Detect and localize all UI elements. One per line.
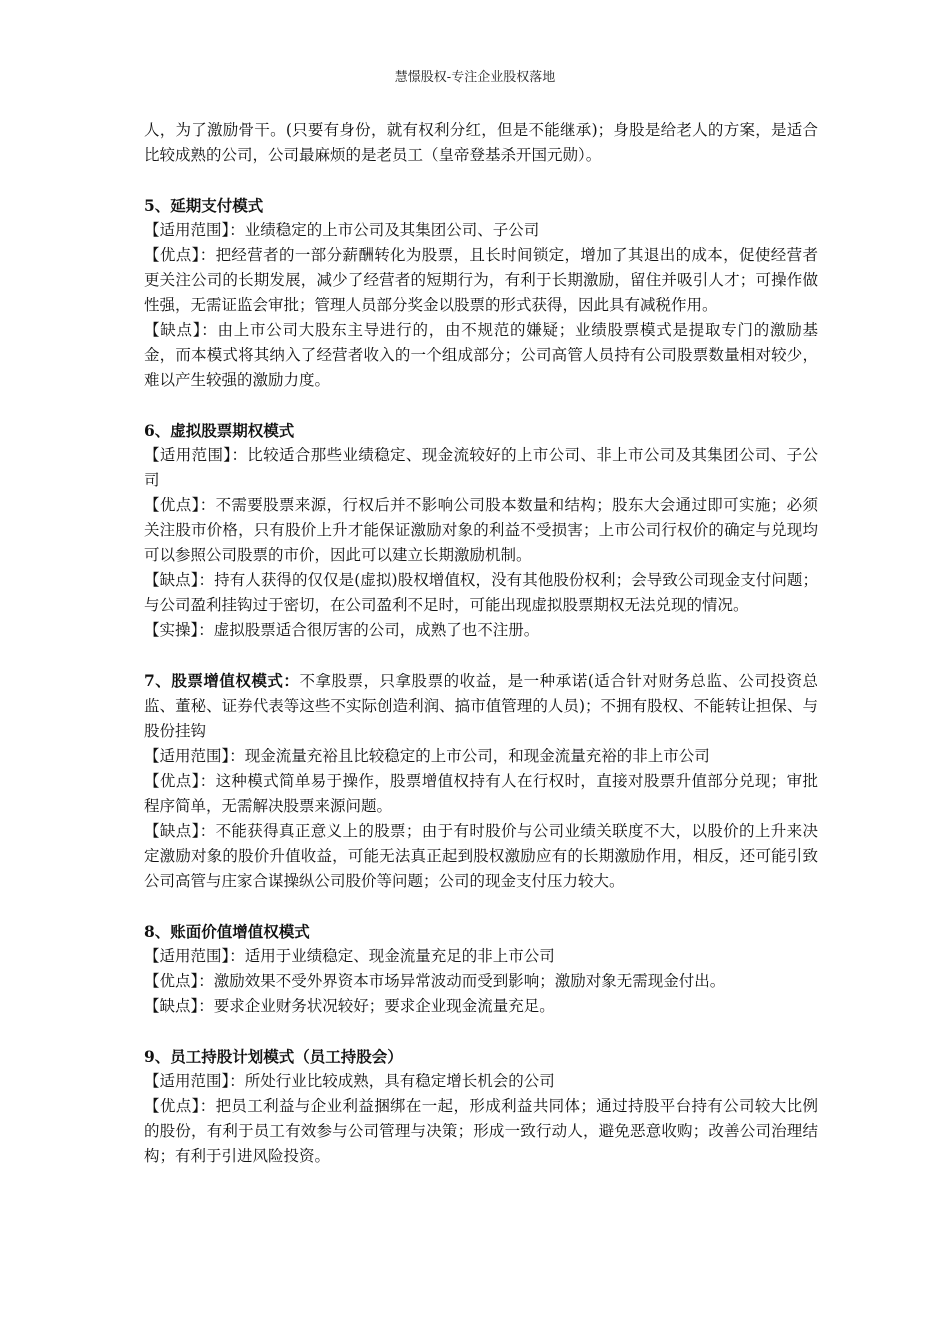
section-7-intro <box>144 668 818 744</box>
pros-text: ：激励效果不受外界资本市场异常波动而受到影响；激励对象无需现金付出。 <box>198 972 726 990</box>
section-5-scope <box>144 218 818 243</box>
section-7-intro-text: 不拿股票，只拿股票的收益，是一种承诺(适合针对财务总监、公司投资总监、董秘、证券代表等这些不实际创造利润、搞市值管理的人员)；不拥有股权、不能转让担保、与股份挂钩 <box>144 672 818 740</box>
section-7-cons <box>144 819 818 894</box>
pros-label: 【优点】 <box>144 772 200 790</box>
cons-text: ：要求企业财务状况较好；要求企业现金流量充足。 <box>198 997 555 1015</box>
pros-label: 【优点】 <box>144 496 200 514</box>
scope-label: 【适用范围】 <box>144 1072 230 1090</box>
scope-text: ：适用于业绩稳定、现金流量充足的非上市公司 <box>229 947 555 965</box>
cons-label: 【缺点】 <box>144 997 199 1015</box>
cons-label: 【缺点】 <box>144 321 202 339</box>
section-6-practice <box>144 618 818 643</box>
scope-label: 【适用范围】 <box>144 747 230 765</box>
section-8-title: 8、账面价值增值权模式 <box>144 922 310 941</box>
pros-label: 【优点】 <box>144 972 199 990</box>
practice-label: 【实操】 <box>144 621 199 639</box>
practice-text: ：虚拟股票适合很厉害的公司，成熟了也不注册。 <box>198 621 540 639</box>
pros-text: ：把经营者的一部分薪酬转化为股票，且长时间锁定，增加了其退出的成本，促使经营者更关注公司的长期发展，减少了经营者的短期行为，有利于长期激励，留住并吸引人才；可操作做性强，无需证监会审批；管理人员部分奖金以股票的形式获得，因此具有减税作用。 <box>144 246 818 314</box>
cons-text: ：不能获得真正意义上的股票；由于有时股价与公司业绩关联度不大，以股价的上升来决定激励对象的股价升值收益，可能无法真正起到股权激励应有的长期激励作用，相反，还可能引致公司高管与庄家合谋操纵公司股价等问题；公司的现金支付压力较大。 <box>144 822 818 890</box>
scope-label: 【适用范围】 <box>144 221 230 239</box>
section-7-title: 7、股票增值权模式： <box>144 671 300 690</box>
scope-text: ：业绩稳定的上市公司及其集团公司、子公司 <box>229 221 540 239</box>
cons-label: 【缺点】 <box>144 822 200 840</box>
pros-text: ：这种模式简单易于操作，股票增值权持有人在行权时，直接对股票升值部分兑现；审批程序简单，无需解决股票来源问题。 <box>144 772 818 815</box>
section-6-cons <box>144 568 818 618</box>
section-8-cons <box>144 994 818 1019</box>
document-body <box>144 118 818 1169</box>
page-header: 慧憬股权-专注企业股权落地 <box>394 70 556 85</box>
section-7-pros <box>144 769 818 819</box>
section-9-pros <box>144 1094 818 1169</box>
section-9-scope <box>144 1069 818 1094</box>
section-8-scope <box>144 944 818 969</box>
cons-text: ：由上市公司大股东主导进行的，由不规范的嫌疑；业绩股票模式是提取专门的激励基金，而本模式将其纳入了经营者收入的一个组成部分；公司高管人员持有公司股票数量相对较少，难以产生较强的激励力度。 <box>144 321 818 389</box>
section-6-pros <box>144 493 818 568</box>
scope-text: ：所处行业比较成熟，具有稳定增长机会的公司 <box>229 1072 555 1090</box>
scope-label: 【适用范围】 <box>144 446 232 464</box>
section-8-pros <box>144 969 818 994</box>
scope-text: ：现金流量充裕且比较稳定的上市公司，和现金流量充裕的非上市公司 <box>229 747 710 765</box>
section-6-title: 6、虚拟股票期权模式 <box>144 421 295 440</box>
section-5-pros <box>144 243 818 318</box>
cons-label: 【缺点】 <box>144 571 199 589</box>
section-5-title: 5、延期支付模式 <box>144 196 264 215</box>
section-5-cons <box>144 318 818 393</box>
scope-label: 【适用范围】 <box>144 947 230 965</box>
section-7-scope <box>144 744 818 769</box>
section-9-title: 9、员工持股计划模式（员工持股会） <box>144 1047 403 1066</box>
pros-text: ：不需要股票来源，行权后并不影响公司股本数量和结构；股东大会通过即可实施；必须关注股市价格，只有股价上升才能保证激励对象的利益不受损害；上市公司行权价的确定与兑现均可以参照公司股票的市价，因此可以建立长期激励机制。 <box>144 496 818 564</box>
section-6-scope <box>144 443 818 493</box>
pros-text: ：把员工利益与企业利益捆绑在一起，形成利益共同体；通过持股平台持有公司较大比例的股份，有利于员工有效参与公司管理与决策；形成一致行动人，避免恶意收购；改善公司治理结构；有利于引进风险投资。 <box>144 1097 818 1165</box>
pros-label: 【优点】 <box>144 246 200 264</box>
pros-label: 【优点】 <box>144 1097 200 1115</box>
intro-paragraph: 人，为了激励骨干。(只要有身份，就有权利分红，但是不能继承)；身股是给老人的方案，是适合比较成熟的公司，公司最麻烦的是老员工（皇帝登基杀开国元勋）。 <box>144 121 818 164</box>
scope-text: ：比较适合那些业绩稳定、现金流较好的上市公司、非上市公司及其集团公司、子公司 <box>144 446 818 489</box>
cons-text: ：持有人获得的仅仅是(虚拟)股权增值权，没有其他股份权利；会导致公司现金支付问题；与公司盈利挂钩过于密切，在公司盈利不足时，可能出现虚拟股票期权无法兑现的情况。 <box>144 571 818 614</box>
